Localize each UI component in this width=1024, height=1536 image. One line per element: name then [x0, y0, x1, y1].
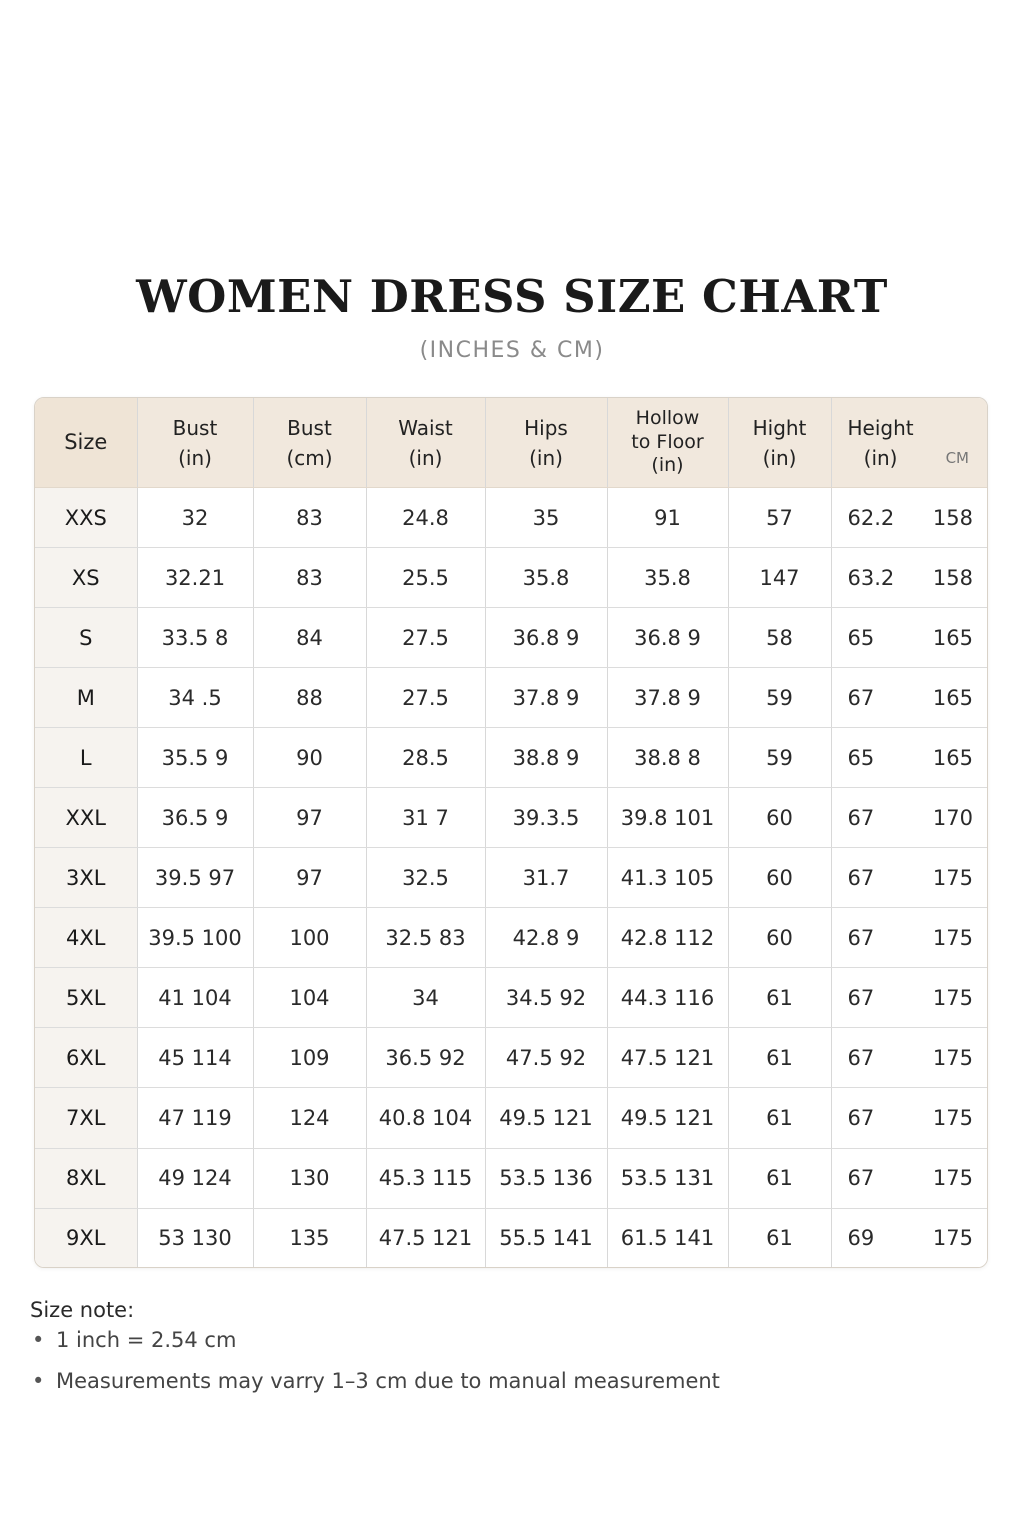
cell-hollow-to-floor: 53.5 131: [607, 1148, 728, 1208]
cell-bust-in: 53 130: [137, 1208, 253, 1267]
cell-height-cm: 175: [932, 1105, 973, 1130]
cell-bust-cm: 124: [253, 1088, 366, 1148]
cell-bust-in: 35.5 9: [137, 728, 253, 788]
cell-waist-in: 40.8 104: [366, 1088, 485, 1148]
table-row: [35, 608, 987, 668]
cell-height-cm: 175: [932, 1166, 973, 1191]
cell-hight-in: 61: [728, 1148, 831, 1208]
cell-height-in: 69: [847, 1225, 875, 1250]
cell-waist-in: 36.5 92: [366, 1028, 485, 1088]
note-item: • Measurements may varry 1–3 cm due to manual measurement: [32, 1369, 720, 1393]
cell-bust-in: 39.5 100: [137, 908, 253, 968]
table-row: [35, 1088, 987, 1148]
cell-height: [831, 668, 987, 728]
page-subtitle: (INCHES & CM): [419, 338, 605, 363]
cell-height: [831, 1088, 987, 1148]
cell-hollow-to-floor: 41.3 105: [607, 848, 728, 908]
cell-height-in: 65: [847, 745, 875, 770]
cell-hips-in: 37.8 9: [485, 668, 607, 728]
cell-height: [831, 1208, 987, 1267]
cell-hips-in: 53.5 136: [485, 1148, 607, 1208]
cell-size: 7XL: [35, 1088, 137, 1148]
cell-height-in: 67: [847, 685, 875, 710]
cell-height-cm: 175: [932, 925, 973, 950]
cell-height: [831, 608, 987, 668]
cell-height-in: 67: [847, 1166, 875, 1191]
page-title: WOMEN DRESS SIZE CHART: [136, 270, 888, 323]
cell-waist-in: 31 7: [366, 788, 485, 848]
table-row: [35, 728, 987, 788]
cell-hips-in: 36.8 9: [485, 608, 607, 668]
cell-hollow-to-floor: 36.8 9: [607, 608, 728, 668]
header-bust-cm: Bust (cm): [253, 398, 366, 488]
notes-list: [30, 1328, 990, 1393]
cell-bust-in: 32: [137, 488, 253, 548]
table-row: [35, 488, 987, 548]
cell-hight-in: 59: [728, 728, 831, 788]
cell-height: [831, 1028, 987, 1088]
cell-height-cm: 165: [932, 625, 973, 650]
cell-hight-in: 61: [728, 968, 831, 1028]
header-hollow-to-floor: Hollow to Floor (in): [607, 398, 728, 488]
cell-height-in: 67: [847, 1045, 875, 1070]
cell-bust-in: 45 114: [137, 1028, 253, 1088]
cell-bust-cm: 83: [253, 488, 366, 548]
bullet-icon: •: [32, 1369, 45, 1393]
cell-bust-cm: 104: [253, 968, 366, 1028]
cell-hollow-to-floor: 91: [607, 488, 728, 548]
cell-bust-cm: 97: [253, 848, 366, 908]
cell-size: 4XL: [35, 908, 137, 968]
cell-height: [831, 908, 987, 968]
cell-bust-cm: 83: [253, 548, 366, 608]
cell-bust-cm: 130: [253, 1148, 366, 1208]
cell-hight-in: 61: [728, 1208, 831, 1267]
cell-size: 9XL: [35, 1208, 137, 1267]
cell-bust-in: 32.21: [137, 548, 253, 608]
cell-hollow-to-floor: 39.8 101: [607, 788, 728, 848]
header-hips-in: Hips (in): [485, 398, 607, 488]
cell-bust-cm: 100: [253, 908, 366, 968]
cell-hips-in: 42.8 9: [485, 908, 607, 968]
header-size: Size: [35, 398, 137, 488]
cell-hight-in: 57: [728, 488, 831, 548]
cell-hight-in: 147: [728, 548, 831, 608]
cell-height-cm: 175: [932, 985, 973, 1010]
note-item: • 1 inch = 2.54 cm: [32, 1328, 237, 1352]
cell-waist-in: 24.8: [366, 488, 485, 548]
cell-size: 3XL: [35, 848, 137, 908]
cell-hight-in: 61: [728, 1088, 831, 1148]
cell-hips-in: 47.5 92: [485, 1028, 607, 1088]
cell-hips-in: 35: [485, 488, 607, 548]
cell-height-cm: 175: [932, 1045, 973, 1070]
cell-hips-in: 31.7: [485, 848, 607, 908]
table-row: [35, 908, 987, 968]
cell-height: [831, 728, 987, 788]
cell-height-cm: 170: [932, 805, 973, 830]
cell-waist-in: 32.5: [366, 848, 485, 908]
header-height: Height (in) CM: [831, 398, 987, 488]
cell-waist-in: 27.5: [366, 668, 485, 728]
cell-size: 5XL: [35, 968, 137, 1028]
cell-hight-in: 60: [728, 848, 831, 908]
cell-hollow-to-floor: 38.8 8: [607, 728, 728, 788]
cell-height-cm: 158: [932, 565, 973, 590]
cell-bust-in: 33.5 8: [137, 608, 253, 668]
cell-height-cm: 165: [932, 745, 973, 770]
cell-hight-in: 60: [728, 908, 831, 968]
cell-bust-in: 47 119: [137, 1088, 253, 1148]
cell-height: [831, 848, 987, 908]
table-row: [35, 548, 987, 608]
bullet-icon: •: [32, 1328, 45, 1352]
cell-waist-in: 28.5: [366, 728, 485, 788]
cell-bust-in: 36.5 9: [137, 788, 253, 848]
cell-size: S: [35, 608, 137, 668]
table-row: [35, 848, 987, 908]
cell-bust-cm: 109: [253, 1028, 366, 1088]
table-header-row: [35, 398, 987, 488]
cell-height-in: 65: [847, 625, 875, 650]
cell-waist-in: 25.5: [366, 548, 485, 608]
cell-bust-cm: 84: [253, 608, 366, 668]
header-hight-in: Hight (in): [728, 398, 831, 488]
cell-height-cm: 175: [932, 865, 973, 890]
cell-bust-cm: 90: [253, 728, 366, 788]
cell-hips-in: 35.8: [485, 548, 607, 608]
cell-size: 6XL: [35, 1028, 137, 1088]
table-row: [35, 1208, 987, 1267]
cell-waist-in: 27.5: [366, 608, 485, 668]
cell-hight-in: 61: [728, 1028, 831, 1088]
cell-hollow-to-floor: 37.8 9: [607, 668, 728, 728]
cell-height-cm: 165: [932, 685, 973, 710]
cell-hollow-to-floor: 47.5 121: [607, 1028, 728, 1088]
size-notes: [30, 1298, 990, 1410]
cell-height: [831, 788, 987, 848]
cell-hollow-to-floor: 35.8: [607, 548, 728, 608]
cell-height: [831, 548, 987, 608]
cell-size: XS: [35, 548, 137, 608]
cell-waist-in: 34: [366, 968, 485, 1028]
cell-hight-in: 58: [728, 608, 831, 668]
cell-waist-in: 45.3 115: [366, 1148, 485, 1208]
table-row: [35, 668, 987, 728]
table-row: [35, 788, 987, 848]
cell-height-cm: 158: [932, 505, 973, 530]
cell-height: [831, 1148, 987, 1208]
cell-hollow-to-floor: 44.3 116: [607, 968, 728, 1028]
cell-bust-cm: 88: [253, 668, 366, 728]
cell-bust-in: 41 104: [137, 968, 253, 1028]
cell-size: M: [35, 668, 137, 728]
cell-hight-in: 59: [728, 668, 831, 728]
header-waist-in: Waist (in): [366, 398, 485, 488]
table-row: [35, 1028, 987, 1088]
cell-hips-in: 34.5 92: [485, 968, 607, 1028]
size-chart-table: [34, 397, 988, 1268]
cell-bust-cm: 135: [253, 1208, 366, 1267]
cell-height-in: 67: [847, 985, 875, 1010]
cell-height-in: 67: [847, 925, 875, 950]
cell-height-cm: 175: [932, 1225, 973, 1250]
cell-height: [831, 968, 987, 1028]
table-row: [35, 968, 987, 1028]
cell-waist-in: 47.5 121: [366, 1208, 485, 1267]
cell-height-in: 67: [847, 805, 875, 830]
cell-bust-cm: 97: [253, 788, 366, 848]
cell-height-in: 67: [847, 865, 875, 890]
cell-bust-in: 49 124: [137, 1148, 253, 1208]
cell-size: L: [35, 728, 137, 788]
header-height-cm: CM: [945, 448, 969, 467]
cell-hips-in: 38.8 9: [485, 728, 607, 788]
notes-title: Size note:: [30, 1298, 135, 1322]
cell-hips-in: 55.5 141: [485, 1208, 607, 1267]
cell-size: XXL: [35, 788, 137, 848]
cell-hips-in: 49.5 121: [485, 1088, 607, 1148]
cell-hips-in: 39.3.5: [485, 788, 607, 848]
cell-hight-in: 60: [728, 788, 831, 848]
cell-waist-in: 32.5 83: [366, 908, 485, 968]
header-bust-in: Bust (in): [137, 398, 253, 488]
cell-height-in: 67: [847, 1105, 875, 1130]
cell-height: [831, 488, 987, 548]
table-row: [35, 1148, 987, 1208]
cell-hollow-to-floor: 61.5 141: [607, 1208, 728, 1267]
cell-height-in: 63.2: [847, 565, 895, 590]
cell-height-in: 62.2: [847, 505, 895, 530]
cell-bust-in: 34 .5: [137, 668, 253, 728]
cell-size: XXS: [35, 488, 137, 548]
cell-size: 8XL: [35, 1148, 137, 1208]
cell-bust-in: 39.5 97: [137, 848, 253, 908]
cell-hollow-to-floor: 42.8 112: [607, 908, 728, 968]
cell-hollow-to-floor: 49.5 121: [607, 1088, 728, 1148]
